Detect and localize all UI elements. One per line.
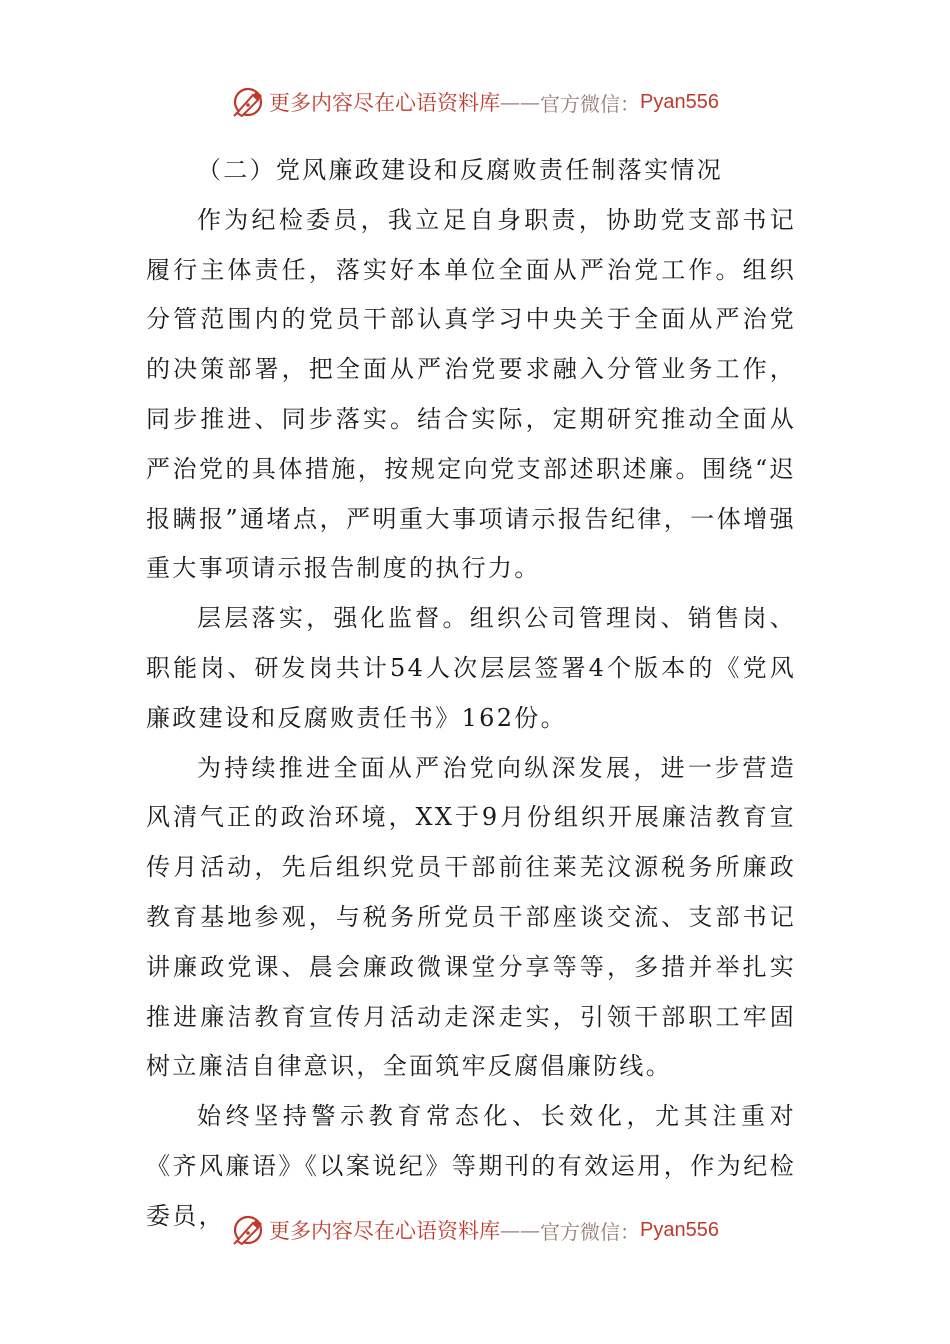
banner-wechat-id: Pyan556 — [640, 1218, 719, 1241]
banner-text: 更多内容尽在心语资料库 — [269, 1219, 501, 1243]
banner-dash: —— — [500, 90, 541, 114]
paragraph-3: 为持续推进全面从严治党向纵深发展，进一步营造风清气正的政治环境，XX于9月份组织开展廉洁教育宣传月活动，先后组织党员干部前往莱芜汶源税务所廉政教育基地参观，与税务所党员干部座谈交流、支部书记讲廉政党课、晨会廉政微课堂分享等等，多措并举扎实推进廉洁教育宣传月活动走深走实，引领干部职工牢固树立廉洁自律意识，全面筑牢反腐倡廉防线。 — [146, 753, 796, 1081]
banner-dash: —— — [500, 1218, 541, 1242]
banner-text: 更多内容尽在心语资料库 — [269, 91, 501, 115]
banner-wechat-label: 官方微信： — [540, 91, 641, 116]
banner-wechat-label: 官方微信： — [540, 1219, 641, 1244]
paragraph-2: 层层落实，强化监督。组织公司管理岗、销售岗、职能岗、研发岗共计54人次层层签署4个版本的《党风廉政建设和反腐败责任书》162份。 — [146, 604, 796, 732]
section-heading: （二）党风廉政建设和反腐败责任制落实情况 — [197, 156, 723, 184]
footer-banner — [0, 1210, 950, 1250]
document-body — [146, 146, 796, 1242]
paragraph-1: 作为纪检委员，我立足自身职责，协助党支部书记履行主体责任，落实好本单位全面从严治党工作。组织分管范围内的党员干部认真学习中央关于全面从严治党的决策部署，把全面从严治党要求融入分管业务工作，同步推进、同步落实。结合实际，定期研究推动全面从严治党的具体措施，按规定向党支部述职述廉。围绕“迟报瞒报”通堵点，严明重大事项请示报告纪律，一体增强重大事项请示报告制度的执行力。 — [146, 205, 796, 583]
banner-wechat-id: Pyan556 — [640, 90, 719, 113]
header-banner — [0, 82, 950, 122]
pen-nib-logo-icon — [231, 85, 265, 119]
paragraph-4: 始终坚持警示教育常态化、长效化，尤其注重对《齐风廉语》《以案说纪》等期刊的有效运用，作为纪检委员， — [146, 1102, 796, 1230]
pen-nib-logo-icon — [231, 1213, 265, 1247]
